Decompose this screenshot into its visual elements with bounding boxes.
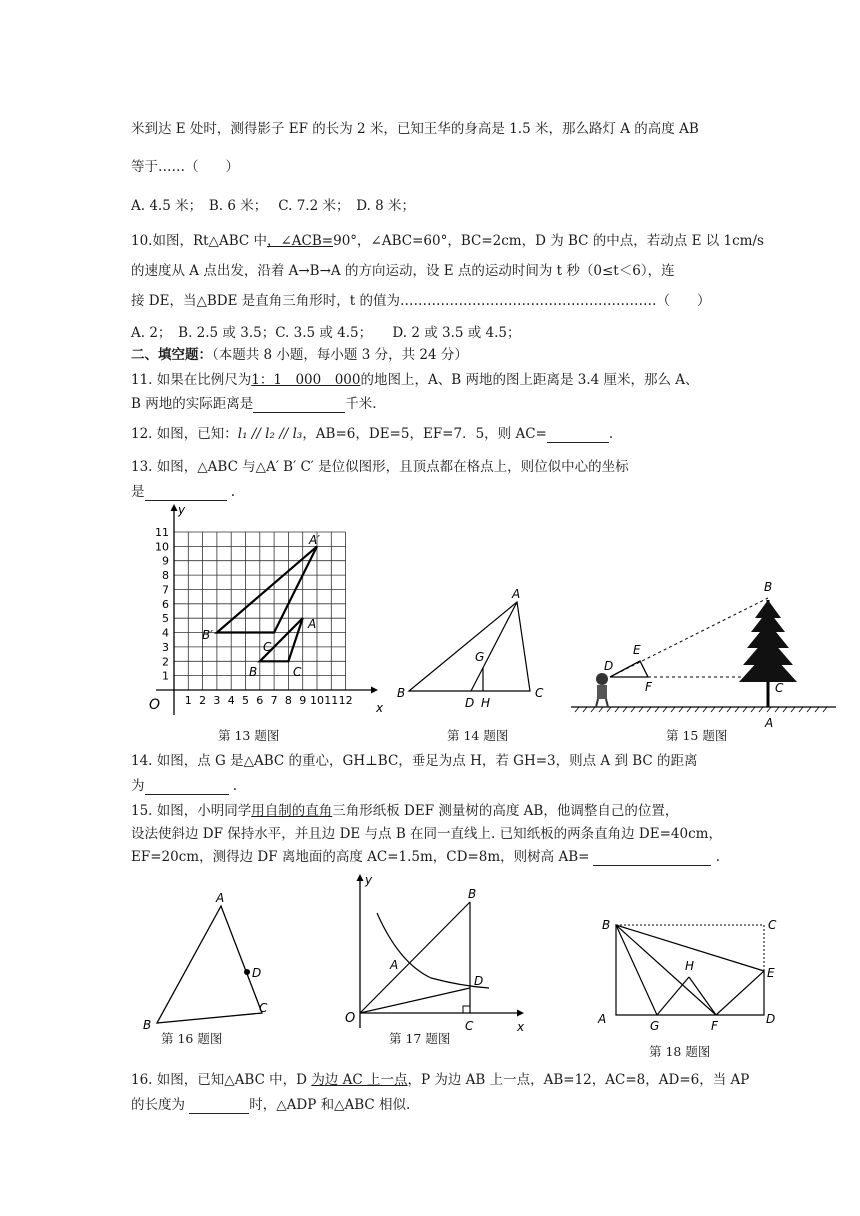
fig16-label: C xyxy=(259,1001,268,1015)
fig13-y-tick: 1 xyxy=(162,669,169,683)
fig13-x-tick: 3 xyxy=(213,694,221,707)
fig13-y-tick: 3 xyxy=(162,640,169,654)
fig18-label: F xyxy=(711,1019,718,1033)
fig13-x-tick: 9 xyxy=(299,694,307,707)
fig13-y-tick: 7 xyxy=(162,583,169,597)
fig17-label: B xyxy=(468,887,477,901)
fig14-label: A xyxy=(512,587,521,601)
fig18-label: C xyxy=(768,918,777,932)
answer-blank[interactable] xyxy=(145,780,229,795)
text-line: 为 . xyxy=(131,778,238,794)
fig17-label: x xyxy=(517,1020,525,1034)
fig16-triangle xyxy=(157,906,262,1023)
answer-blank[interactable] xyxy=(189,1099,249,1114)
fig13-x-label: x xyxy=(376,701,384,715)
fig18-label: E xyxy=(767,966,775,980)
fig14-label: C xyxy=(535,686,544,700)
fig18-label: G xyxy=(650,1019,660,1033)
fig15-label: C xyxy=(775,681,784,695)
caption: 第 18 题图 xyxy=(649,1044,711,1059)
fig15-label: D xyxy=(604,659,614,673)
person-icon xyxy=(596,673,608,685)
text-line: 的速度从 A 点出发，沿着 A→B→A 的方向运动，设 E 点的运动时间为 t 秒（0≤t＜6），连 xyxy=(131,263,675,279)
question-16: 16. 如图，已知△ABC 中，D 为边 AC 上一点，P 为边 AB 上一点，AB=12，AC=8，AD=6，当 AP xyxy=(131,1072,750,1088)
fig13-x-tick: 8 xyxy=(284,694,292,707)
fig13-label: C xyxy=(293,665,302,679)
fig17-graph xyxy=(357,874,525,1028)
question-14: 14. 如图，点 G 是△ABC 的重心，GH⊥BC，垂足为点 H，若 GH=3，则点 A 到 BC 的距离 xyxy=(131,753,698,769)
fig14-label: H xyxy=(481,696,491,710)
fig13-y-tick: 4 xyxy=(162,626,169,640)
fig13-y-tick: 2 xyxy=(162,655,169,669)
fig13-y-tick: 10 xyxy=(155,540,169,554)
caption: 第 17 题图 xyxy=(389,1031,451,1046)
figures-row-2 xyxy=(131,868,860,1064)
fig15-label: E xyxy=(633,643,641,657)
tree-icon xyxy=(739,600,797,707)
fig13-label: C xyxy=(263,640,272,654)
fig14-label: D xyxy=(465,696,475,710)
fig13-x-tick: 7 xyxy=(270,694,278,707)
question-15: 15. 如图，小明同学用自制的直角三角形纸板 DEF 测量树的高度 AB，他调整自己的位置， xyxy=(131,803,679,819)
answer-options: A. 2； B. 2.5 或 3.5；C. 3.5 或 4.5； D. 2 或 3.5 或 4.5； xyxy=(131,325,521,341)
fig13-label: B xyxy=(249,665,258,679)
fig17-label: C xyxy=(465,1019,474,1033)
fig15-label: A xyxy=(765,716,774,730)
question-10: 10.如图，Rt△ABC 中，∠ACB=90°，∠ABC=60°，BC=2cm，D 为 BC 的中点，若动点 E 以 1cm/s xyxy=(131,233,764,249)
fig13-origin: O xyxy=(149,697,161,713)
answer-blank[interactable] xyxy=(547,428,609,443)
answer-blank[interactable] xyxy=(253,398,345,413)
fig13-y-tick: 8 xyxy=(162,569,169,583)
fig13-y-tick: 9 xyxy=(162,554,169,568)
fig13-x-tick: 5 xyxy=(242,694,249,707)
fig13-label: A′ xyxy=(309,533,320,547)
fig16-label: B xyxy=(143,1018,152,1032)
answer-blank[interactable] xyxy=(593,851,711,866)
fig13-y-tick: 11 xyxy=(155,526,169,539)
fig18-label: B xyxy=(602,918,611,932)
fig17-label: D xyxy=(474,974,484,988)
question-11: 11. 如果在比例尺为1：1 000 000的地图上，A、B 两地的图上距离是 3.4 厘米，那么 A、 xyxy=(131,372,699,388)
fig18-label: H xyxy=(685,959,695,973)
fig13-x-tick: 2 xyxy=(199,694,207,707)
text-line: 接 DE，当△BDE 是直角三角形时，t 的值为…………………………………………………（ ） xyxy=(131,293,711,309)
text-line: 是 . xyxy=(131,484,236,500)
fig14-label: B xyxy=(397,686,406,700)
fig13-x-tick: 1 xyxy=(184,694,192,707)
fig18-label: D xyxy=(766,1012,776,1026)
fig15-label: F xyxy=(645,680,652,694)
caption: 第 16 题图 xyxy=(161,1031,223,1046)
fig17-label: O xyxy=(345,1011,356,1026)
text-line: B 两地的实际距离是 千米. xyxy=(131,396,377,412)
fig13-x-tick: 4 xyxy=(227,694,235,707)
fig15-scene xyxy=(571,598,836,712)
fig13-y-label: y xyxy=(178,503,186,517)
answer-options: A. 4.5 米； B. 6 米； C. 7.2 米； D. 8 米； xyxy=(131,198,416,214)
question-12: 12. 如图，已知：l₁ // l₂ // l₃，AB=6，DE=5，EF=7．5，则 AC= . xyxy=(131,426,614,442)
caption: 第 14 题图 xyxy=(447,728,509,743)
fig13-x-tick: 11 xyxy=(324,694,339,707)
fig13-x-tick: 12 xyxy=(338,694,353,707)
fig17-label: y xyxy=(365,873,373,887)
fig14-label: G xyxy=(475,650,485,664)
caption: 第 13 题图 xyxy=(218,728,280,743)
text-line: 的长度为 时，△ADP 和△ABC 相似. xyxy=(131,1097,411,1113)
fig13-y-tick: 5 xyxy=(162,612,169,626)
answer-blank[interactable] xyxy=(145,486,227,501)
fig16-label: A xyxy=(216,891,225,905)
fig17-label: A xyxy=(390,958,399,972)
text-line: 等于……（ ） xyxy=(131,159,239,175)
text-line: EF=20cm，测得边 DF 离地面的高度 AC=1.5m，CD=8m，则树高 AB= . xyxy=(131,849,721,865)
text-line: 米到达 E 处时，测得影子 EF 的长为 2 米，已知王华的身高是 1.5 米，那么路灯 A 的高度 AB xyxy=(131,121,699,137)
fig13-y-tick: 6 xyxy=(162,597,169,611)
fig13-x-tick: 10 xyxy=(310,694,324,707)
fig15-label: B xyxy=(764,580,773,594)
section-heading: 二、填空题：（本题共 8 小题，每小题 3 分，共 24 分） xyxy=(131,347,468,363)
fig13-label: B′ xyxy=(202,628,213,642)
fig13-x-tick: 6 xyxy=(256,694,264,707)
text-line: 设法使斜边 DF 保持水平，并且边 DE 与点 B 在同一直线上. 已知纸板的两条直角边 DE=40cm， xyxy=(131,826,722,842)
caption: 第 15 题图 xyxy=(666,728,728,743)
question-13: 13. 如图，△ABC 与△A′ B′ C′ 是位似图形，且顶点都在格点上，则位似中心的坐标 xyxy=(131,459,629,475)
fig14-triangle xyxy=(409,602,530,691)
fig13-grid xyxy=(149,503,384,715)
fig13-label: A xyxy=(308,617,317,631)
figures-row-1 xyxy=(131,500,860,745)
fig16-label: D xyxy=(252,966,262,980)
fig18-label: A xyxy=(598,1012,607,1026)
